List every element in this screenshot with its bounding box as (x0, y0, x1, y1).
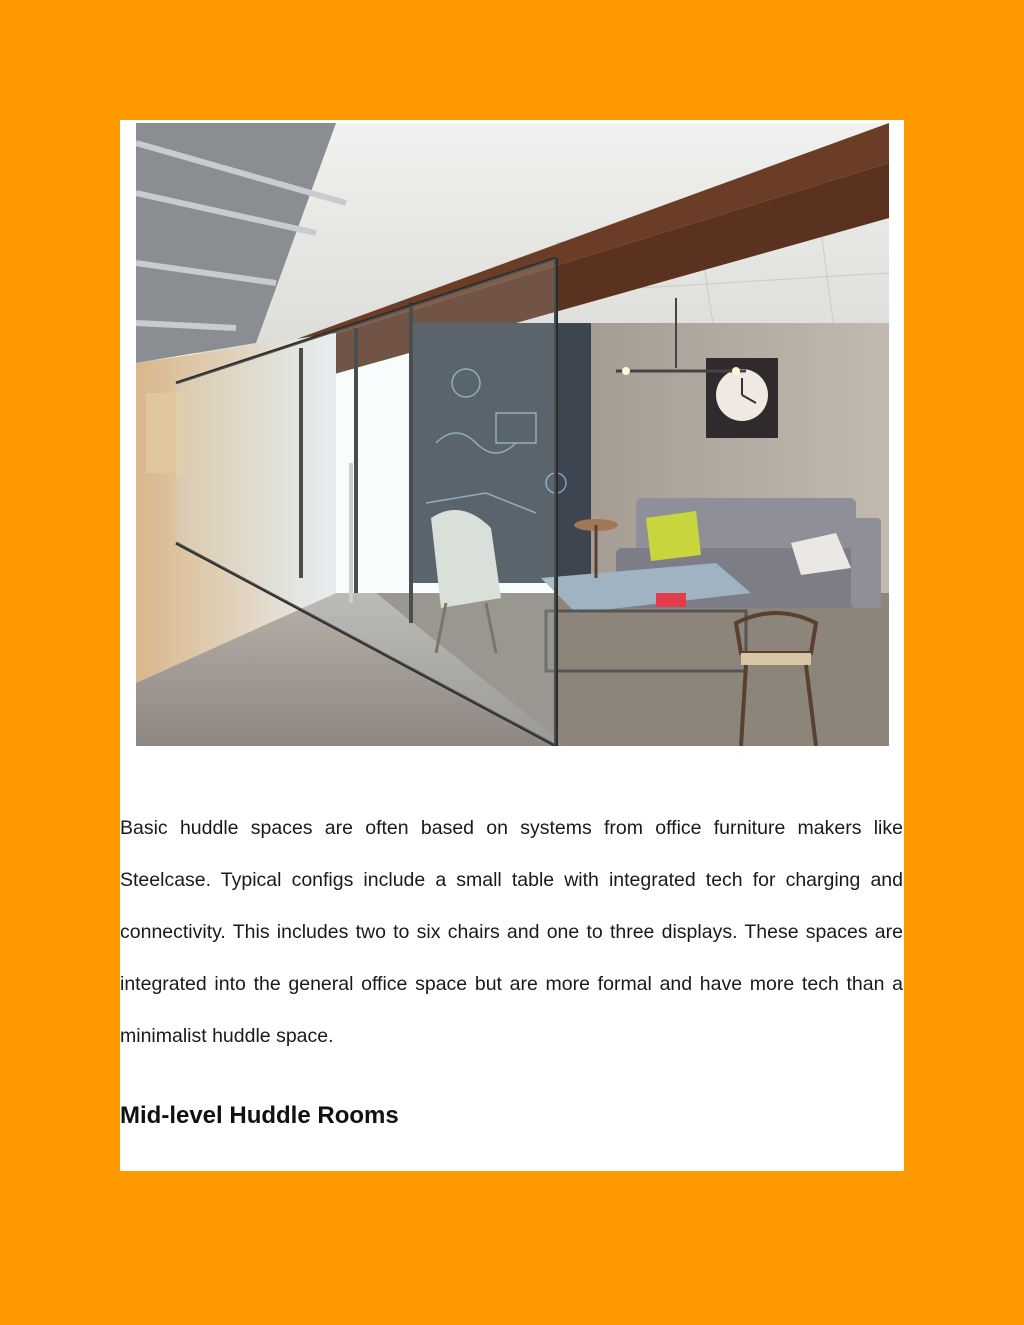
body-paragraph: Basic huddle spaces are often based on systems from office furniture makers like Steelcase. Typical configs include a small table with integrated tech for charging and connectivity. This includes two to six chairs and one to three displays. These spaces are integrated into the general office space but are more formal and have more tech than a minimalist huddle space. (120, 817, 903, 1047)
section-heading: Mid-level Huddle Rooms (120, 1102, 399, 1129)
huddle-room-photo (136, 123, 889, 746)
office-huddle-room-illustration (136, 123, 889, 746)
document-page (120, 120, 904, 1171)
